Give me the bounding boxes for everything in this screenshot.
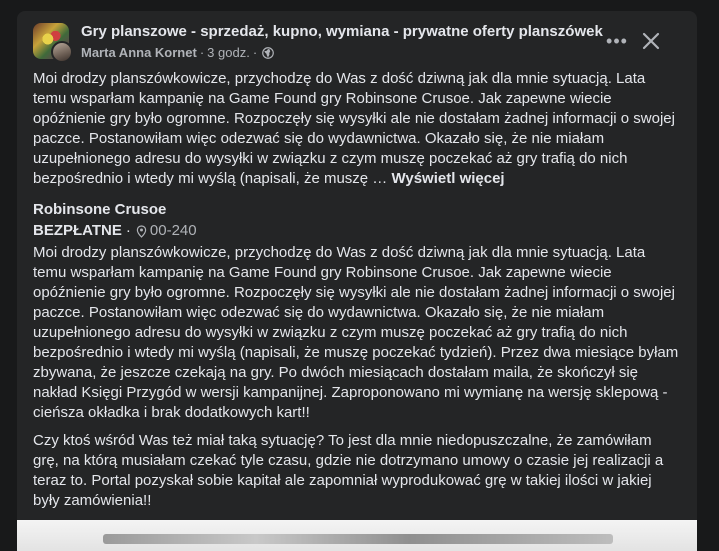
meta-separator: · bbox=[199, 45, 205, 60]
location-pin-icon bbox=[136, 225, 147, 238]
author-avatar[interactable] bbox=[51, 41, 73, 63]
post-timestamp[interactable]: 3 godz. bbox=[207, 45, 250, 60]
listing-paragraph: Moi drodzy planszówkowicze, przychodzę do Was z dość dziwną jak dla mnie sytuacją. Lata temu wsparłam kampanię na Game Found gry Robinsone Crusoe. Jak zapewne wiecie opóźnienie gry było ogromne. Rozpoczęły się wysyłki ale nie dostałam żadnej informacji o swojej paczce. Postanowiłam więc odezwać się do wydawnictwa. Okazało się, że nie miałam uzupełnionego adresu do wysyłki w związku z czym muszę poczekać aż gry trafią do nich bezpośrednio i wtedy mi wyślą (napisali, że muszę poczekać tydzień). Przez dwa miesiące byłam zbywana, że jeszcze czekają na gry. Po dwóch miesiącach dostałam maila, że skończył się nakład Księgi Przygód w wersji kampanijnej. Zaproponowano mi wymianę na wersję sklepową - cieńsza okładka i brak dodatkowych kart!! bbox=[33, 244, 679, 421]
post-card bbox=[17, 11, 697, 551]
post-preview-text bbox=[33, 69, 681, 189]
listing-paragraph: Czy ktoś wśród Was też miał taką sytuację? To jest dla mnie niedopuszczalne, że zamówiłam grę, na którą musiałam czekać tyle czasu, gdzie nie dotrzymano umowy o czasie jej realizacji a teraz to. Portal pozyskał sobie kapitał ale zapomniał wyprodukować grę w takiej ilości w jakiej były zamówienia!! bbox=[33, 432, 664, 509]
post-header bbox=[33, 23, 681, 63]
listing-meta bbox=[33, 220, 681, 242]
listing-location bbox=[131, 220, 197, 242]
listing-title[interactable]: Robinsone Crusoe bbox=[33, 201, 167, 218]
meta-separator-2: · bbox=[252, 45, 258, 60]
more-options-button[interactable] bbox=[605, 29, 629, 53]
avatar-group[interactable] bbox=[33, 23, 73, 63]
listing-price: BEZPŁATNE bbox=[33, 222, 122, 239]
listing-description bbox=[33, 243, 681, 511]
post-body bbox=[33, 69, 681, 519]
more-icon: ••• bbox=[606, 30, 628, 51]
close-button[interactable] bbox=[637, 27, 665, 55]
post-meta bbox=[81, 45, 274, 60]
group-name-link[interactable]: Gry planszowe - sprzedaż, kupno, wymiana - prywatne oferty planszówek bbox=[81, 23, 603, 40]
see-more-link[interactable]: Wyświetl więcej bbox=[391, 170, 505, 187]
listing-location-text: 00-240 bbox=[149, 222, 197, 239]
listing-separator: · bbox=[125, 222, 131, 239]
preview-text: Moi drodzy planszówkowicze, przychodzę do Was z dość dziwną jak dla mnie sytuacją. Lata temu wsparłam kampanię na Game Found gry Robinsone Crusoe. Jak zapewne wiecie opóźnienie gry było ogromne. Rozpoczęły się wysyłki ale nie dostałam żadnej informacji o swojej paczce. Postanowiłam więc odezwać się do wydawnictwa. Okazało się, że nie miałam uzupełnionego adresu do wysyłki w związku z czym muszę poczekać aż gry trafią do nich bezpośrednio i wtedy mi wyślą (napisali, że muszę … bbox=[33, 70, 675, 187]
listing-photo[interactable] bbox=[17, 520, 697, 551]
close-icon bbox=[642, 32, 660, 50]
globe-icon bbox=[262, 47, 274, 59]
author-name-link[interactable]: Marta Anna Kornet bbox=[81, 45, 197, 60]
